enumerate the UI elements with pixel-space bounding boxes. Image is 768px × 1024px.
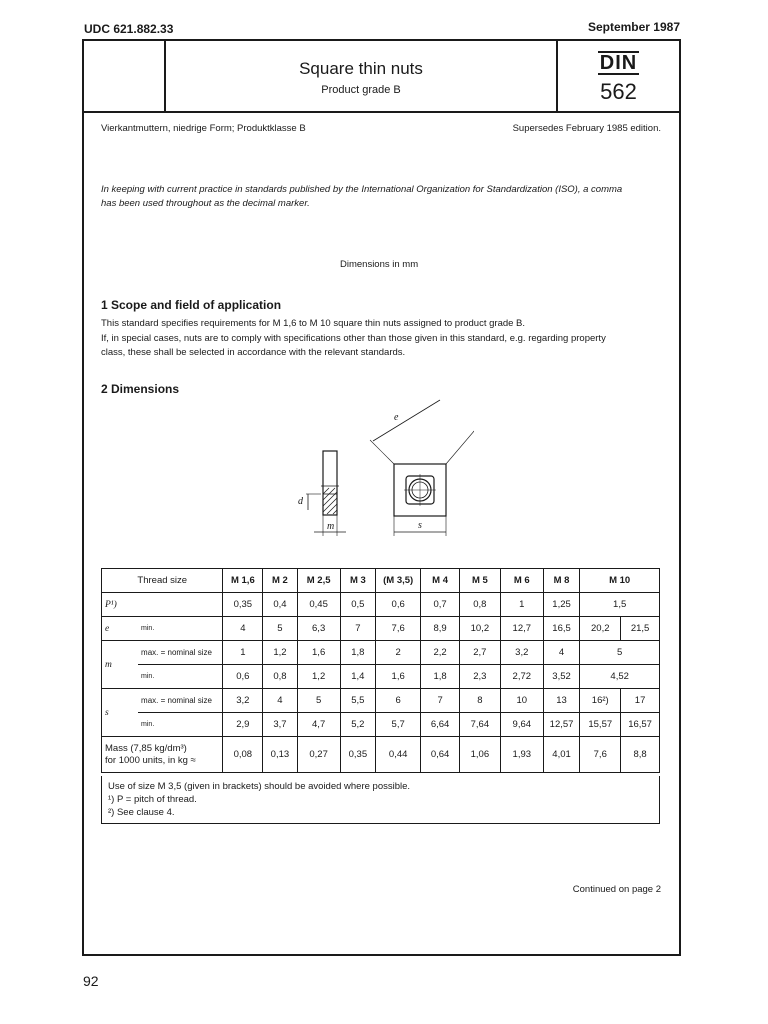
din-logo: DIN bbox=[599, 52, 638, 74]
table-cell: 2,7 bbox=[459, 641, 500, 665]
table-cell: 7,6 bbox=[580, 737, 621, 773]
din-cell bbox=[556, 41, 679, 111]
min-label: min. bbox=[138, 665, 223, 689]
table-cell: 16,5 bbox=[543, 617, 580, 641]
table-row bbox=[102, 737, 660, 773]
table-cell: 3,2 bbox=[223, 689, 263, 713]
label-m: m bbox=[327, 521, 335, 532]
footnote-1: ¹) P = pitch of thread. bbox=[108, 794, 197, 805]
publication-date: September 1987 bbox=[587, 20, 680, 34]
table-cell: 8 bbox=[459, 689, 500, 713]
table-cell: 3,52 bbox=[543, 665, 580, 689]
table-cell: 0,4 bbox=[263, 593, 297, 617]
table-cell: 8,8 bbox=[621, 737, 660, 773]
size-cell: M 3 bbox=[340, 569, 375, 593]
document-subtitle: Product grade B bbox=[321, 84, 401, 96]
supersedes-note: Supersedes February 1985 edition. bbox=[512, 123, 661, 134]
label-s: s bbox=[418, 520, 422, 531]
table-row bbox=[102, 641, 660, 665]
table-cell: 1 bbox=[223, 641, 263, 665]
table-cell: 1,06 bbox=[459, 737, 500, 773]
table-cell: 1,8 bbox=[421, 665, 460, 689]
table-cell: 0,13 bbox=[263, 737, 297, 773]
german-title: Vierkantmuttern, niedrige Form; Produktklasse B bbox=[101, 123, 306, 134]
table-cell: 0,45 bbox=[297, 593, 340, 617]
size-cell: M 2,5 bbox=[297, 569, 340, 593]
table-cell: 1,4 bbox=[340, 665, 375, 689]
table-cell: 2,9 bbox=[223, 713, 263, 737]
size-cell: M 4 bbox=[421, 569, 460, 593]
table-cell: 1,25 bbox=[543, 593, 580, 617]
table-cell: 0,7 bbox=[421, 593, 460, 617]
table-cell: 0,08 bbox=[223, 737, 263, 773]
size-cell: M 6 bbox=[500, 569, 543, 593]
s-label: s bbox=[102, 689, 139, 737]
table-cell: 5 bbox=[263, 617, 297, 641]
label-d: d bbox=[298, 496, 303, 507]
dimensions-note: Dimensions in mm bbox=[340, 259, 419, 270]
table-cell: 5 bbox=[580, 641, 660, 665]
table-cell: 0,27 bbox=[297, 737, 340, 773]
size-cell: M 10 bbox=[580, 569, 660, 593]
table-cell: 21,5 bbox=[621, 617, 660, 641]
size-cell: M 8 bbox=[543, 569, 580, 593]
table-cell: 6 bbox=[376, 689, 421, 713]
table-cell: 0,6 bbox=[223, 665, 263, 689]
table-cell: 1,5 bbox=[580, 593, 660, 617]
udc-number: UDC 621.882.33 bbox=[84, 22, 174, 36]
header-row bbox=[102, 569, 660, 593]
iso-note-line-2: has been used throughout as the decimal marker. bbox=[101, 198, 310, 209]
footnote-brackets: Use of size M 3,5 (given in brackets) should be avoided where possible. bbox=[108, 781, 411, 792]
continued-note: Continued on page 2 bbox=[572, 884, 661, 895]
e-label: e bbox=[102, 617, 139, 641]
table-cell: 4,01 bbox=[543, 737, 580, 773]
table-cell: 7,64 bbox=[459, 713, 500, 737]
mass-label-line-2: for 1000 units, in kg ≈ bbox=[105, 754, 196, 766]
table-cell: 12,57 bbox=[543, 713, 580, 737]
pitch-label: P¹) bbox=[102, 593, 223, 617]
table-row bbox=[102, 713, 660, 737]
table-cell: 1,2 bbox=[297, 665, 340, 689]
table-cell: 2 bbox=[376, 641, 421, 665]
table-cell: 2,72 bbox=[500, 665, 543, 689]
table-cell: 15,57 bbox=[580, 713, 621, 737]
e-min-label: min. bbox=[138, 617, 223, 641]
table-cell: 7 bbox=[340, 617, 375, 641]
table-cell: 0,8 bbox=[459, 593, 500, 617]
table-cell: 3,7 bbox=[263, 713, 297, 737]
din-number: 562 bbox=[600, 79, 637, 104]
min-label: min. bbox=[138, 713, 223, 737]
iso-note-line-1: In keeping with current practice in standards published by the International Organization for Standardization (ISO), a comma bbox=[101, 184, 623, 195]
table-cell: 0,6 bbox=[376, 593, 421, 617]
section-1-line-2: If, in special cases, nuts are to comply with specifications other than those given in this standard, e.g. regarding property bbox=[101, 333, 606, 344]
table-cell: 1,6 bbox=[376, 665, 421, 689]
table-cell: 0,35 bbox=[223, 593, 263, 617]
table-cell: 17 bbox=[621, 689, 660, 713]
mass-label-line-1: Mass (7,85 kg/dm³) bbox=[105, 742, 187, 754]
table-cell: 10 bbox=[500, 689, 543, 713]
table-cell: 6,64 bbox=[421, 713, 460, 737]
table-cell: 7,6 bbox=[376, 617, 421, 641]
document-title: Square thin nuts bbox=[299, 59, 423, 78]
title-block bbox=[84, 41, 679, 113]
nut-drawing bbox=[274, 396, 474, 541]
table-cell: 12,7 bbox=[500, 617, 543, 641]
table-cell: 1 bbox=[500, 593, 543, 617]
table-cell: 1,93 bbox=[500, 737, 543, 773]
title-cell bbox=[166, 41, 556, 111]
table-cell: 16²) bbox=[580, 689, 621, 713]
table-cell: 5 bbox=[297, 689, 340, 713]
m-label: m bbox=[102, 641, 139, 689]
table-cell: 2,2 bbox=[421, 641, 460, 665]
size-cell: M 1,6 bbox=[223, 569, 263, 593]
label-e: e bbox=[394, 412, 399, 423]
table-footnotes bbox=[101, 776, 660, 824]
table-cell: 4 bbox=[223, 617, 263, 641]
section-1-line-3: class, these shall be selected in accordance with the relevant standards. bbox=[101, 347, 406, 358]
table-cell: 20,2 bbox=[580, 617, 621, 641]
table-cell: 1,6 bbox=[297, 641, 340, 665]
table-cell: 0,35 bbox=[340, 737, 375, 773]
table-cell: 9,64 bbox=[500, 713, 543, 737]
table-row bbox=[102, 617, 660, 641]
table-cell: 10,2 bbox=[459, 617, 500, 641]
table-cell: 1,2 bbox=[263, 641, 297, 665]
table-cell: 13 bbox=[543, 689, 580, 713]
page-number: 92 bbox=[83, 973, 99, 989]
table-cell: 4,52 bbox=[580, 665, 660, 689]
thread-size-label: Thread size bbox=[102, 569, 223, 593]
dimensions-table bbox=[101, 568, 660, 773]
max-nominal-label: max. = nominal size bbox=[138, 641, 223, 665]
table-cell: 4 bbox=[263, 689, 297, 713]
section-1-line-1: This standard specifies requirements for M 1,6 to M 10 square thin nuts assigned to product grade B. bbox=[101, 318, 526, 329]
table-cell: 0,5 bbox=[340, 593, 375, 617]
section-1-heading: 1 Scope and field of application bbox=[101, 298, 282, 312]
table-cell: 2,3 bbox=[459, 665, 500, 689]
table-cell: 3,2 bbox=[500, 641, 543, 665]
page-frame bbox=[82, 39, 681, 956]
mass-label bbox=[102, 737, 223, 773]
footnote-2: ²) See clause 4. bbox=[108, 807, 175, 818]
table-cell: 16,57 bbox=[621, 713, 660, 737]
table-cell: 5,5 bbox=[340, 689, 375, 713]
max-nominal-label: max. = nominal size bbox=[138, 689, 223, 713]
table-cell: 8,9 bbox=[421, 617, 460, 641]
table-cell: 5,2 bbox=[340, 713, 375, 737]
table-cell: 0,44 bbox=[376, 737, 421, 773]
table-row bbox=[102, 593, 660, 617]
size-cell: M 2 bbox=[263, 569, 297, 593]
size-cell: (M 3,5) bbox=[376, 569, 421, 593]
table-row bbox=[102, 689, 660, 713]
title-block-empty-cell bbox=[84, 41, 166, 111]
size-cell: M 5 bbox=[459, 569, 500, 593]
table-cell: 0,8 bbox=[263, 665, 297, 689]
table-cell: 6,3 bbox=[297, 617, 340, 641]
table-cell: 4 bbox=[543, 641, 580, 665]
table-cell: 0,64 bbox=[421, 737, 460, 773]
table-cell: 1,8 bbox=[340, 641, 375, 665]
hatched-section bbox=[323, 488, 337, 514]
table-row bbox=[102, 665, 660, 689]
table-cell: 4,7 bbox=[297, 713, 340, 737]
table-cell: 5,7 bbox=[376, 713, 421, 737]
table-cell: 7 bbox=[421, 689, 460, 713]
section-2-heading: 2 Dimensions bbox=[101, 382, 180, 396]
